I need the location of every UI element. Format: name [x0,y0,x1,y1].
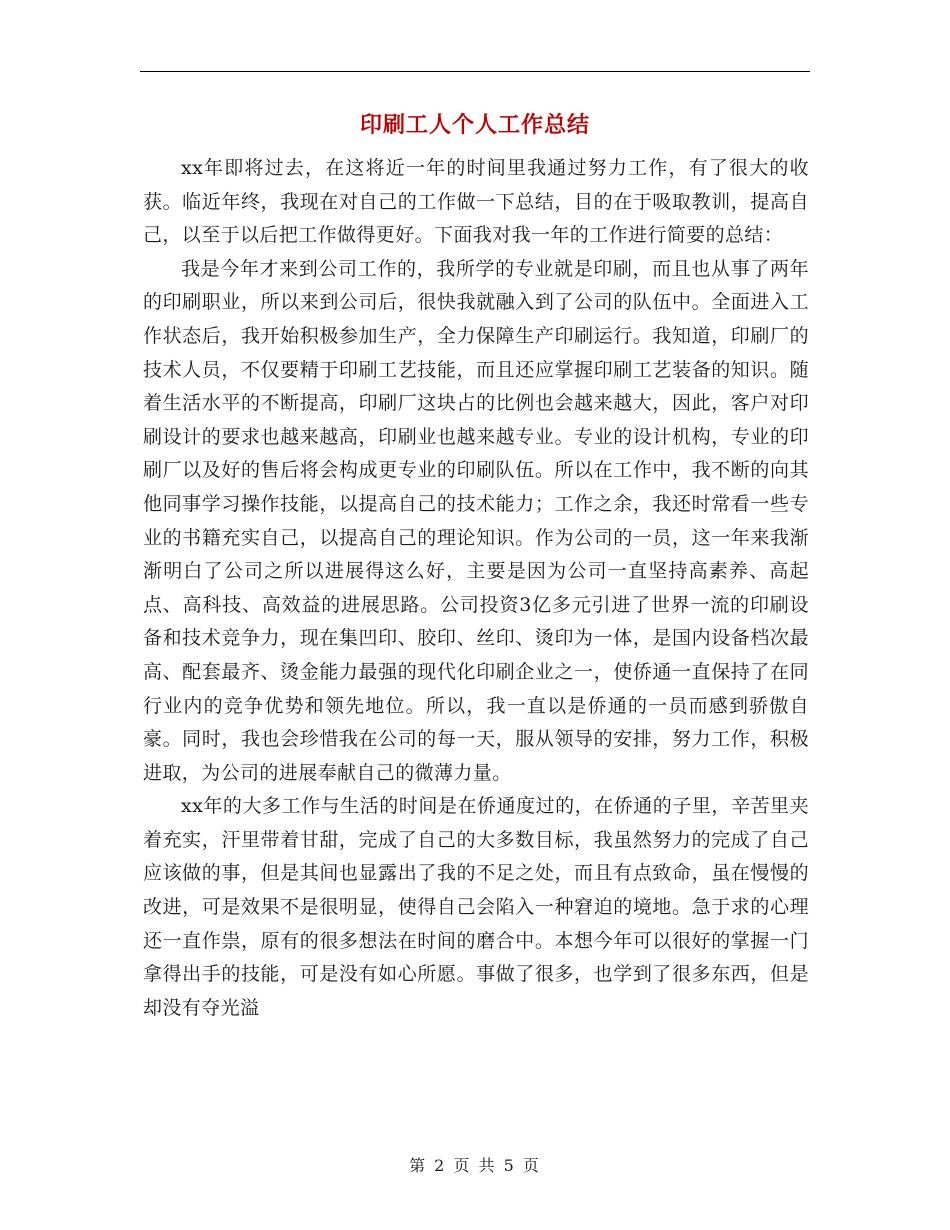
paragraph-2: 我是今年才来到公司工作的，我所学的专业就是印刷，而且也从事了两年的印刷职业，所以来到公司后，很快我就融入到了公司的队伍中。全面进入工作状态后，我开始积极参加生产，全力保障生产印刷运行。我知道，印刷厂的技术人员，不仅要精于印刷工艺技能，而且还应掌握印刷工艺装备的知识。随着生活水平的不断提高，印刷厂这块占的比例也会越来越大，因此，客户对印刷设计的要求也越来越高，印刷业也越来越专业。专业的设计机构，专业的印刷厂以及好的售后将会构成更专业的印刷队伍。所以在工作中，我不断的向其他同事学习操作技能，以提高自己的技术能力；工作之余，我还时常看一些专业的书籍充实自己，以提高自己的理论知识。作为公司的一员，这一年来我渐渐明白了公司之所以进展得这么好，主要是因为公司一直坚持高素养、高起点、高科技、高效益的进展思路。公司投资3亿多元引进了世界一流的印刷设备和技术竞争力，现在集凹印、胶印、丝印、烫印为一体，是国内设备档次最高、配套最齐、烫金能力最强的现代化印刷企业之一，使侨通一直保持了在同行业内的竞争优势和领先地位。所以，我一直以是侨通的一员而感到骄傲自豪。同时，我也会珍惜我在公司的每一天，服从领导的安排，努力工作，积极进取，为公司的进展奉献自己的微薄力量。 [143,257,809,784]
paragraph-1: xx年即将过去，在这将近一年的时间里我通过努力工作，有了很大的收获。临近年终，我现在对自己的工作做一下总结，目的在于吸取教训，提高自己，以至于以后把工作做得更好。下面我对我一年的工作进行简要的总结： [143,157,809,247]
page-footer: 第 2 页 共 5 页 [409,1156,541,1175]
document-body [143,152,809,1025]
paragraph-3: xx年的大多工作与生活的时间是在侨通度过的，在侨通的子里，辛苦里夹着充实，汗里带着甘甜，完成了自己的大多数目标，我虽然努力的完成了自己应该做的事，但是其间也显露出了我的不足之处，而且有点致命，虽在慢慢的改进，可是效果不是很明显，使得自己会陷入一种窘迫的境地。急于求的心理还一直作祟，原有的很多想法在时间的磨合中。本想今年可以很好的掌握一门拿得出手的技能，可是没有如心所愿。事做了很多，也学到了很多东西，但是却没有夺光溢 [143,795,809,1019]
document-title: 印刷工人个人工作总结 [359,113,590,138]
header-rule [140,71,810,72]
